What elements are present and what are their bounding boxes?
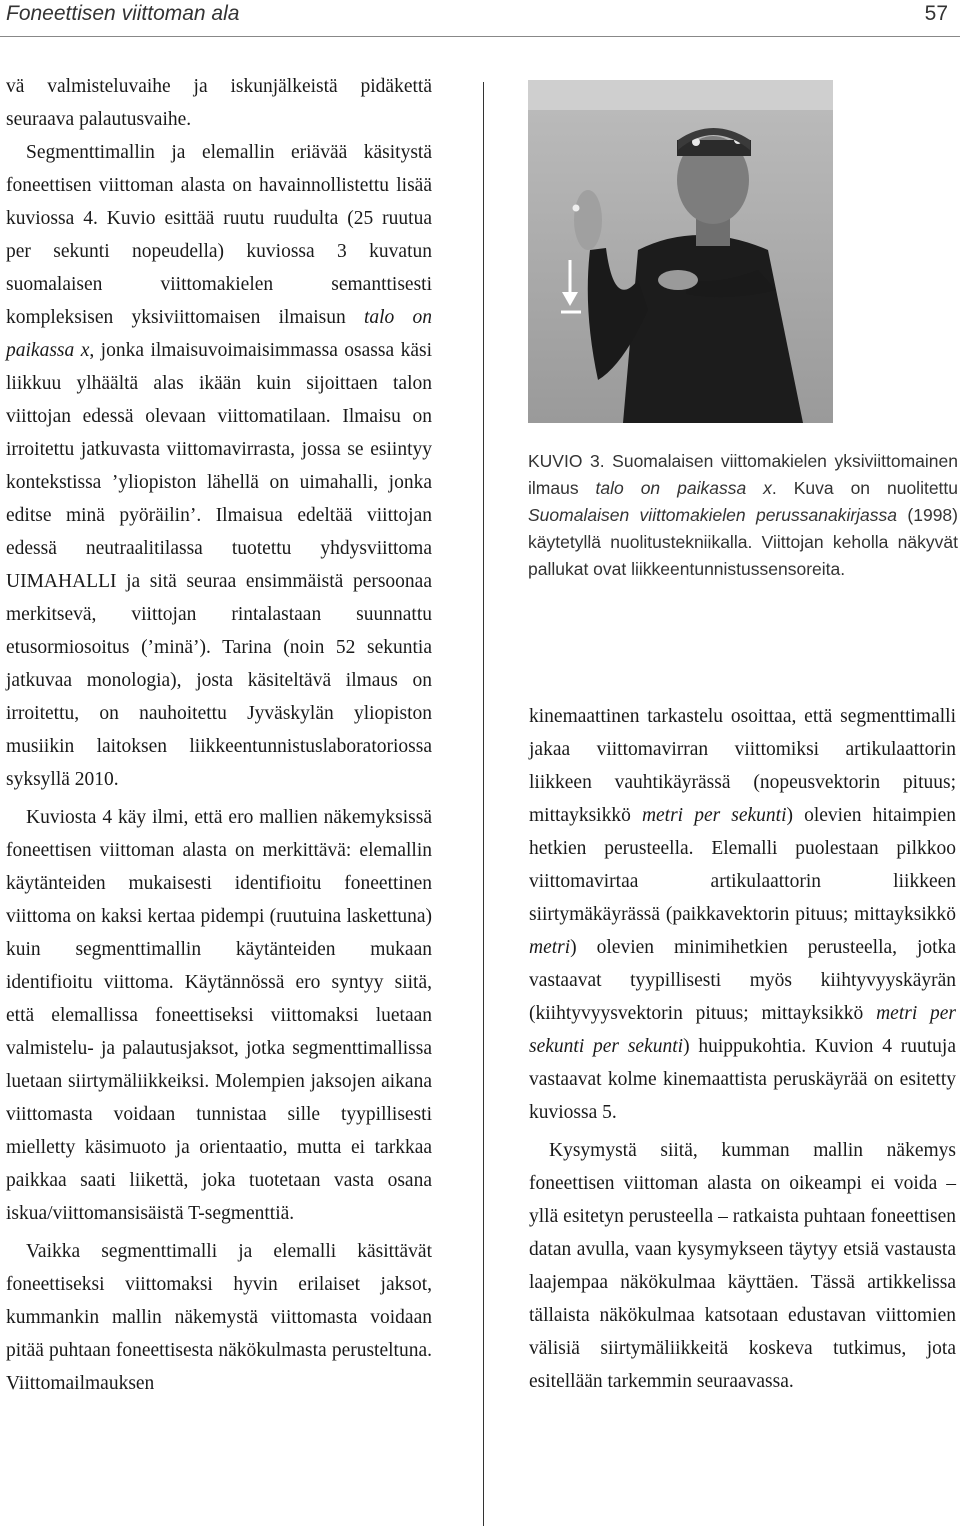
paragraph: vä valmisteluvaihe ja iskunjälkeistä pidäkettä seuraava palautusvaihe. (6, 76, 432, 130)
paragraph: Segmenttimallin ja elemallin eriävää käsitystä foneettisen viittoman alasta on havainnollistettu lisää kuviossa 4. Kuvio esittää ruutu ruudulta (25 ruutua per sekunti nopeudella) kuviossa 3 kuvatun suomalaisen viittomakielen semanttisesti kompleksisen yksiviittomaisen ilmaisun talo on paikassa x, jonka ilmaisuvoimaisimmassa osassa käsi liikkuu ylhäältä alas ikään kuin sijoittaen talon viittojan edessä olevaan viittomatilaan. Ilmaisu on irroitettu jatkuvasta viittomavirrasta, jossa se esiintyy kontekstissa ’yliopiston lähellä on uimahalli, jonka editse minä pyöräilin’. Ilmaisua edeltää viittojan edessä neutraalitilassa tuotettu yhdysviittoma UIMAHALLI ja sitä seuraa ensimmäistä persoonaa merkitsevä, viittojan rintalastaan suunnattu etusormiosoitus (’minä’). Tarina (noin 52 sekuntia jatkuvaa monologia), josta käsiteltävä ilmaus on irroitettu, on nauhoitettu Jyväskylän yliopiston musiikin laitoksen liikkeentunnistuslaboratoriossa syksyllä 2010. (6, 142, 432, 790)
figure-label: KUVIO 3. (528, 451, 605, 471)
paragraph: Kysymystä siitä, kumman mallin näkemys foneettisen viittoman alasta on oikeampi ei voida – yllä esitetyn perusteella – ratkaista puhtaan foneettisen datan avulla, vaan kysymykseen täytyy etsiä vastausta laajempaa näkökulmaa käyttäen. Tässä artikkelissa tällaista näkökulmaa katsotaan edustavan viittomien välisiä siirtymäliikkeitä koskeva tutkimus, jota esitellään tarkemmin seuraavassa. (529, 1140, 956, 1392)
figure-caption: KUVIO 3. Suomalaisen viittomakielen yksiviittomainen ilmaus talo on paikassa x. Kuva on nuolitettu Suomalaisen viittomakielen perussanakirjassa (1998) käytetyllä nuolitustekniikalla. Viittojan keholla näkyvät pallukat ovat liikkeentunnistussensoreita. (528, 451, 959, 579)
left-column (6, 70, 432, 1400)
header-rule (0, 36, 960, 37)
right-column (529, 700, 956, 1398)
running-header (0, 0, 960, 40)
photo-of-signer (528, 80, 833, 423)
page-number: 57 (924, 2, 948, 25)
example-expression: talo on paikassa x (6, 307, 432, 361)
paragraph: Kuviosta 4 käy ilmi, että ero mallien näkemyksissä foneettisen viittoman alasta on merkittävä: elemallin käytänteiden mukaisesti identifioitu foneettinen viittoma on kaksi kertaa pidempi (ruutuina laskettuna) kuin segmenttimallin käytänteiden mukaan identifioitu viittoma. Käytännössä ero syntyy siitä, että elemallissa foneettiseksi viittomaksi luetaan valmistelu- ja palautusjaksot, jotka segmenttimallissa luetaan siirtymäliikkeiksi. Molempien jaksojen aikana viittomasta voidaan tunnistaa sille tyypillisesti mielletty käsimuoto ja orientaatio, mutta ei tarkkaa paikkaa saati liikettä, joka tuotetaan vasta osana iskua/viittomansisäistä T-segmenttiä. (6, 807, 432, 1224)
figure-photo (528, 80, 833, 423)
running-title: Foneettisen viittoman ala (6, 2, 240, 25)
paragraph: Vaikka segmenttimalli ja elemalli käsittävät foneettiseksi viittomaksi hyvin erilaiset jaksot, kummankin mallin näkemystä viittomasta voidaan pitää puhtaan foneettisesta näkökulmasta perusteltuna. Viittomailmauksen (6, 1241, 432, 1394)
paragraph: kinemaattinen tarkastelu osoittaa, että segmenttimalli jakaa viittomavirran viittomiksi artikulaattorin liikkeen vauhtikäyrässä (nopeusvektorin pituus; mittayksikkö metri per sekunti) olevien hitaimpien hetkien perusteella. Elemalli puolestaan pilkkoo viittomavirtaa artikulaattorin liikkeen siirtymäkäyrässä (paikkavektorin pituus; mittayksikkö metri) olevien minimihetkien perusteella, jotka vastaavat tyypillisesti myös kiihtyvyyskäyrän (kiihtyvyysvektorin pituus; mittayksikkö metri per sekunti per sekunti) huippukohtia. Kuvion 4 ruutuja vastaavat kolme kinemaattista peruskäyrää on esitetty kuviossa 5. (529, 706, 957, 1123)
column-divider (483, 82, 484, 1526)
